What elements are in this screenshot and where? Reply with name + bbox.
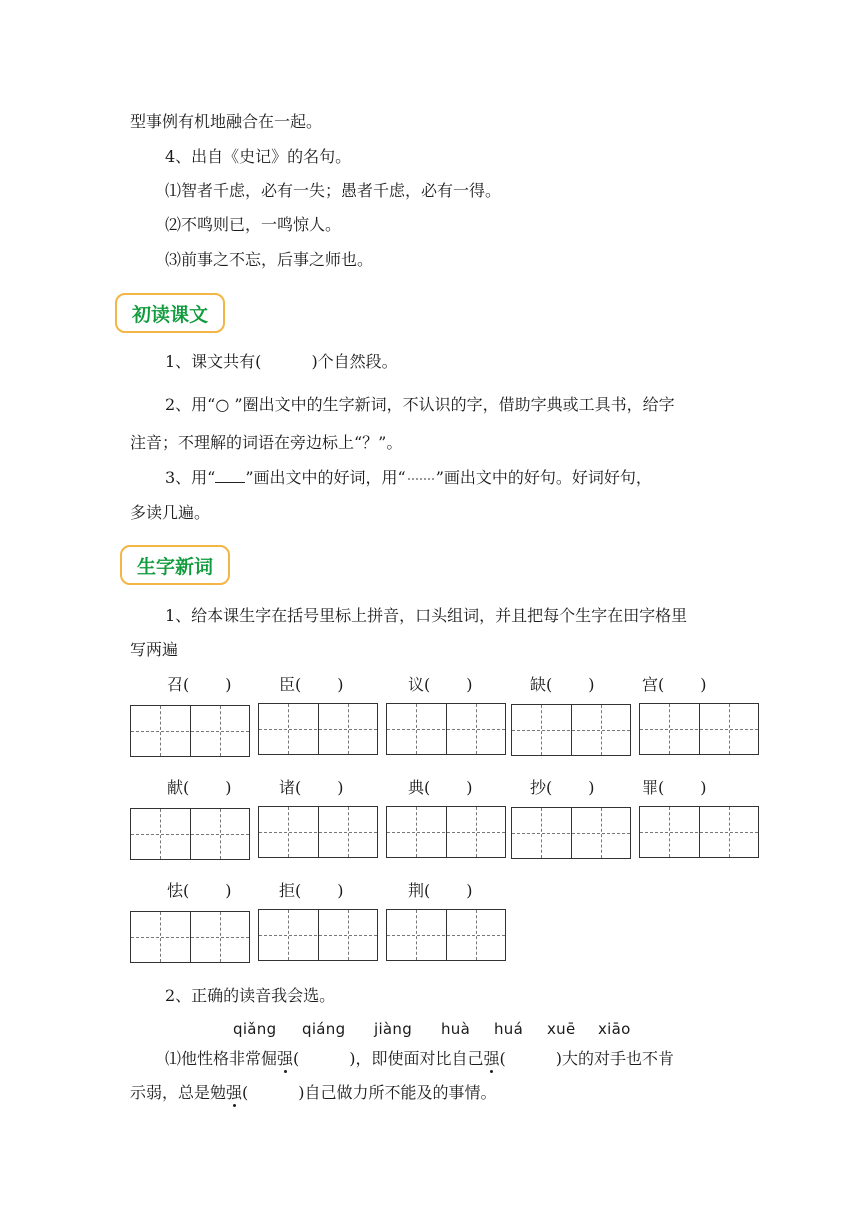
char: 诸	[279, 778, 296, 797]
paren-open: (	[499, 1049, 506, 1068]
char: 召	[167, 675, 184, 694]
paren-open: (	[295, 675, 302, 694]
char-label	[279, 881, 344, 901]
paren-close: )	[337, 881, 344, 900]
char-label	[279, 675, 344, 695]
tianzige-grid[interactable]	[130, 911, 250, 963]
char-label	[408, 778, 473, 798]
char: 臣	[279, 675, 296, 694]
tianzige-grid[interactable]	[511, 704, 631, 756]
pinyin-option: xuē	[547, 1020, 576, 1038]
paren-open: (	[424, 881, 431, 900]
reading-q3-a: 3、用“	[165, 468, 216, 487]
vocab-q2-sentence-line2	[130, 1083, 497, 1103]
char: 罪	[642, 778, 659, 797]
char-label	[530, 675, 595, 695]
intro-continuation: 型事例有机地融合在一起。	[130, 112, 323, 131]
char: 议	[408, 675, 425, 694]
char-label	[279, 778, 344, 798]
quote-3: ⑶前事之不忘，后事之师也。	[165, 250, 374, 269]
char: 抄	[530, 778, 547, 797]
paren-open: (	[295, 881, 302, 900]
reading-q2-line2: 注音；不理解的词语在旁边标上“？”。	[130, 433, 403, 452]
reading-q2-line1: 2、用“○ ”圈出文中的生字新词，不认识的字，借助字典或工具书，给字	[165, 395, 675, 414]
char: 缺	[530, 675, 547, 694]
paren-open: (	[242, 1083, 249, 1102]
tianzige-grid[interactable]	[639, 703, 759, 755]
paren-open: (	[183, 778, 190, 797]
reading-q3-line1	[165, 467, 652, 488]
pinyin-option: qiáng	[302, 1020, 346, 1038]
pinyin-option: qiǎng	[233, 1020, 277, 1038]
char-label	[167, 778, 232, 798]
pinyin-option: jiàng	[374, 1020, 413, 1038]
vocab-q2-sentence-line1	[165, 1049, 674, 1069]
vocab-q1-line1: 1、给本课生字在括号里标上拼音，口头组词，并且把每个生字在田字格里	[165, 606, 688, 625]
vocab-q1-line2: 写两遍	[130, 640, 179, 659]
paren-open: (	[658, 778, 665, 797]
char-label	[408, 881, 473, 901]
tianzige-grid[interactable]	[130, 705, 250, 757]
char: 拒	[279, 881, 296, 900]
section-badge-vocab: 生字新词	[120, 545, 230, 585]
paren-close: )	[225, 778, 232, 797]
paren-open: (	[293, 1049, 300, 1068]
dotted-char: 强	[277, 1049, 294, 1068]
paren-close: )	[466, 881, 473, 900]
char: 荆	[408, 881, 425, 900]
reading-q3-c: ”画出文中的好句。好词好句，	[435, 468, 652, 487]
sentence-part: ⑴他性格非常倔	[165, 1049, 278, 1068]
sentence-part: )自己做力所不能及的事情。	[298, 1083, 497, 1102]
char: 宫	[642, 675, 659, 694]
char-label	[167, 881, 232, 901]
quote-2: ⑵不鸣则已，一鸣惊人。	[165, 215, 342, 234]
quote-1: ⑴智者千虑，必有一失；愚者千虑，必有一得。	[165, 181, 502, 200]
paren-close: )	[466, 675, 473, 694]
char: 典	[408, 778, 425, 797]
paren-open: (	[424, 675, 431, 694]
paren-close: )	[700, 778, 707, 797]
reading-q1-suffix: )个自然段。	[311, 352, 398, 371]
paren-open: (	[295, 778, 302, 797]
reading-q1-prefix: 1、课文共有(	[165, 352, 262, 371]
wavy-underline-sample	[406, 467, 436, 483]
pinyin-option: huà	[441, 1020, 471, 1038]
dotted-char: 强	[483, 1049, 500, 1068]
paren-close: )	[225, 675, 232, 694]
tianzige-grid[interactable]	[386, 806, 506, 858]
char-label	[530, 778, 595, 798]
tianzige-grid[interactable]	[258, 909, 378, 961]
paren-open: (	[424, 778, 431, 797]
paren-open: (	[546, 675, 553, 694]
pinyin-option: xiāo	[598, 1020, 631, 1038]
tianzige-grid[interactable]	[639, 806, 759, 858]
char: 怯	[167, 881, 184, 900]
paren-close: )	[700, 675, 707, 694]
item4-title: 4、出自《史记》的名句。	[165, 147, 352, 166]
char-label	[642, 675, 707, 695]
char-label	[642, 778, 707, 798]
paren-open: (	[183, 675, 190, 694]
char: 献	[167, 778, 184, 797]
reading-q1	[165, 352, 398, 372]
paren-open: (	[546, 778, 553, 797]
paren-close: )	[337, 675, 344, 694]
dotted-char: 强	[226, 1083, 243, 1102]
tianzige-grid[interactable]	[511, 807, 631, 859]
tianzige-grid[interactable]	[386, 703, 506, 755]
tianzige-grid[interactable]	[130, 808, 250, 860]
straight-underline-sample	[215, 468, 245, 483]
section-badge-reading: 初读课文	[115, 293, 225, 333]
tianzige-grid[interactable]	[258, 703, 378, 755]
paren-open: (	[658, 675, 665, 694]
vocab-q2-title: 2、正确的读音我会选。	[165, 986, 336, 1005]
paren-close: )	[225, 881, 232, 900]
sentence-part: 示弱，总是勉	[130, 1083, 227, 1102]
paren-close: )	[337, 778, 344, 797]
reading-q3-b: ”画出文中的好词，用“	[245, 468, 406, 487]
paren-open: (	[183, 881, 190, 900]
paren-close: )	[588, 778, 595, 797]
reading-q3-line2: 多读几遍。	[130, 503, 211, 522]
sentence-part: )，即使面对比自己	[349, 1049, 484, 1068]
paren-close: )	[588, 675, 595, 694]
tianzige-grid[interactable]	[386, 909, 506, 961]
char-label	[408, 675, 473, 695]
paren-close: )	[466, 778, 473, 797]
pinyin-option: huá	[494, 1020, 524, 1038]
tianzige-grid[interactable]	[258, 806, 378, 858]
sentence-part: )大的对手也不肯	[555, 1049, 675, 1068]
char-label	[167, 675, 232, 695]
